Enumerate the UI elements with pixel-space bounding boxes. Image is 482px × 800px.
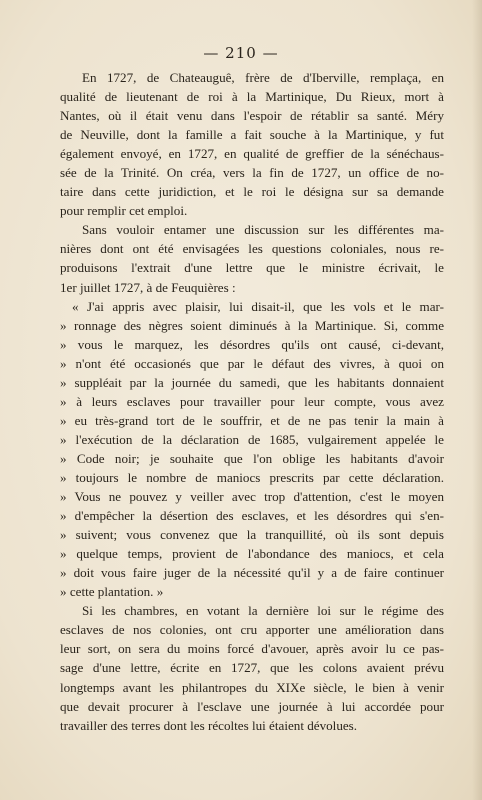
- quote-line: » Code noir; je souhaite que l'on oblige les habitants d'avoir: [60, 450, 444, 466]
- quote-line: » cette plantation. »: [60, 584, 164, 600]
- text-line: pour remplir cet emploi.: [60, 203, 188, 219]
- text-line: travailler des terres dont les récoltes lui étaient dévolues.: [60, 717, 358, 733]
- text-line: Nantes, où il était venu dans l'espoir de rétablir sa santé. Méry: [60, 108, 444, 124]
- page-body: [60, 68, 444, 735]
- text-line: nières dont ont été envisagées les questions coloniales, nous re-: [60, 241, 444, 257]
- quote-line: » vous le marquez, les désordres qu'ils ont causé, ci-devant,: [60, 336, 444, 352]
- text-line: leur sort, on sera du moins forcé d'avouer, après avoir lu ce pas-: [60, 641, 444, 657]
- text-line: En 1727, de Chateauguê, frère de d'Iberville, remplaça, en: [82, 70, 444, 85]
- text-line: que devait procurer à l'esclave une journée à lui accordée pour: [60, 698, 444, 714]
- quote-line: » Vous ne pouvez y veiller avec trop d'attention, c'est le moyen: [60, 489, 444, 505]
- text-line: sage d'une lettre, écrite en 1727, que les colons avaient prévu: [60, 660, 444, 676]
- text-line: Sans vouloir entamer une discussion sur les différentes ma-: [82, 222, 444, 238]
- quote-line: » ronnage des nègres soient diminués à la Martinique. Si, comme: [60, 317, 444, 333]
- quote-line: » doit vous faire juger de la nécessité qu'il y a de faire continuer: [60, 565, 444, 581]
- quote-line: » n'ont été occasionés que par le défaut des vivres, à quoi on: [60, 355, 444, 371]
- paragraph-4: [60, 601, 444, 734]
- quoted-letter: [60, 297, 444, 602]
- text-line: taire dans cette juridiction, et le roi le désigna sur sa demande: [60, 184, 444, 200]
- paragraph-2: [60, 220, 444, 296]
- paragraph-1: [60, 68, 444, 220]
- text-line: longtemps avant les philantropes du XIXe siècle, le bien à venir: [60, 679, 444, 695]
- text-line: de Neuville, dont la famille a fait souche à la Martinique, y fut: [60, 127, 444, 143]
- quote-line: » quelque temps, provient de l'abondance des maniocs, et cela: [60, 546, 444, 562]
- quote-line: » suivent; vous convenez que la tranquillité, où ils sont depuis: [60, 527, 444, 543]
- text-line: produisons l'extrait d'une lettre que le ministre écrivait, le: [60, 260, 444, 276]
- quote-line: » suppléait par la journée du samedi, que les habitants donnaient: [60, 374, 444, 390]
- quote-line: » eu très-grand tort de le souffrir, et de ne pas tenir la main à: [60, 412, 444, 428]
- text-line: 1er juillet 1727, à de Feuquières :: [60, 279, 236, 295]
- quote-line: » l'exécution de la déclaration de 1685, vulgairement appelée le: [60, 431, 444, 447]
- text-line: également envoyé, en 1727, en qualité de greffier de la sénéchaus-: [60, 146, 444, 162]
- quote-line: » d'empêcher la désertion des esclaves, et les désordres qui s'en-: [60, 508, 444, 524]
- text-line: Si les chambres, en votant la dernière loi sur le régime des: [82, 603, 444, 619]
- text-line: sée de la Trinité. On créa, vers la fin de 1727, un office de no-: [60, 165, 444, 181]
- page-number: — 210 —: [203, 44, 279, 62]
- text-line: qualité de lieutenant de roi à la Martinique, Du Rieux, mort à: [60, 89, 444, 105]
- quote-line: « J'ai appris avec plaisir, lui disait-il, que les vols et le mar-: [72, 298, 444, 314]
- page-edge-shadow: [472, 0, 482, 800]
- text-line: esclaves de nos colonies, ont cru apporter une amélioration dans: [60, 622, 444, 638]
- quote-line: » à leurs esclaves pour travailler pour leur compte, vous avez: [60, 393, 444, 409]
- quote-line: » toujours le nombre de maniocs prescrits par cette déclaration.: [60, 469, 444, 485]
